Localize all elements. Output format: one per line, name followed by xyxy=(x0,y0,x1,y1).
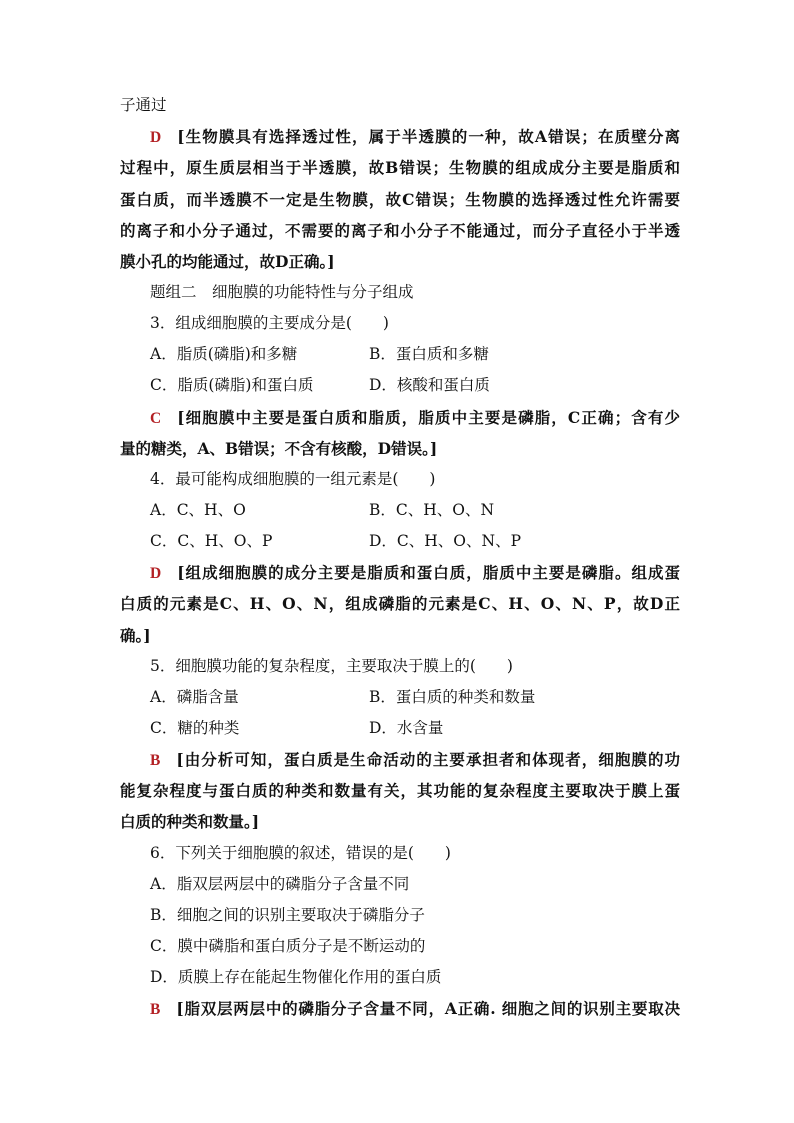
answer-letter: C xyxy=(150,410,162,427)
options-row xyxy=(150,339,680,370)
option-d: D．质膜上存在能起生物催化作用的蛋白质 xyxy=(150,968,442,986)
option-c: C．膜中磷脂和蛋白质分子是不断运动的 xyxy=(150,937,426,955)
explanation-text: 能复杂程度与蛋白质的种类和数量有关，其功能的复杂程度主要取决于膜上蛋 xyxy=(120,781,680,800)
option-a: A．脂双层两层中的磷脂分子含量不同 xyxy=(150,875,410,893)
explanation-text: [细胞膜中主要是蛋白质和脂质，脂质中主要是磷脂，C正确；含有少 xyxy=(177,408,680,427)
question-4: 4．最可能构成细胞膜的一组元素是( ) xyxy=(150,470,436,488)
explanation-text: [脂双层两层中的磷脂分子含量不同，A正确. 细胞之间的识别主要取决 xyxy=(176,999,680,1018)
options-row xyxy=(150,495,680,526)
answer-explanation-q6 xyxy=(150,993,680,1025)
option-a: A．磷脂含量 xyxy=(150,688,239,706)
answer-explanation-q2 xyxy=(150,121,680,153)
option-a: A．脂质(磷脂)和多糖 xyxy=(150,345,298,363)
options-row xyxy=(150,370,680,401)
explanation-text: 的离子和小分子通过，不需要的离子和小分子不能通过，而分子直径小于半透 xyxy=(120,221,680,240)
answer-letter: D xyxy=(150,565,162,582)
explanation-text: 白质的种类和数量。] xyxy=(120,812,260,831)
text-line: 子通过 xyxy=(120,96,167,114)
explanation-text: 膜小孔的均能通过，故D正确。] xyxy=(120,252,335,271)
option-b: B．蛋白质的种类和数量 xyxy=(369,688,536,706)
question-6: 6．下列关于细胞膜的叙述，错误的是( ) xyxy=(150,844,451,862)
question-5: 5．细胞膜功能的复杂程度，主要取决于膜上的( ) xyxy=(150,657,513,675)
answer-explanation-q3 xyxy=(150,402,680,434)
explanation-text: 过程中，原生质层相当于半透膜，故B错误；生物膜的组成成分主要是脂质和 xyxy=(120,158,680,177)
answer-explanation-q4 xyxy=(150,557,680,589)
option-d: D．核酸和蛋白质 xyxy=(369,376,490,394)
option-d: D．C、H、O、N、P xyxy=(369,532,522,550)
option-c: C．脂质(磷脂)和蛋白质 xyxy=(150,376,314,394)
options-row xyxy=(150,713,680,744)
option-b: B．细胞之间的识别主要取决于磷脂分子 xyxy=(150,906,425,924)
answer-letter: B xyxy=(150,752,161,769)
section-heading: 题组二 细胞膜的功能特性与分子组成 xyxy=(150,283,414,301)
answer-explanation-q5 xyxy=(150,744,680,776)
answer-letter: B xyxy=(150,1001,161,1018)
option-c: C．C、H、O、P xyxy=(150,532,273,550)
explanation-text: [由分析可知，蛋白质是生命活动的主要承担者和体现者，细胞膜的功 xyxy=(176,750,680,769)
option-a: A．C、H、O xyxy=(150,501,246,519)
answer-letter: D xyxy=(150,129,162,146)
option-b: B．蛋白质和多糖 xyxy=(369,345,489,363)
explanation-text: [生物膜具有选择透过性，属于半透膜的一种，故A错误；在质壁分离 xyxy=(177,127,680,146)
options-row xyxy=(150,682,680,713)
option-c: C．糖的种类 xyxy=(150,719,240,737)
explanation-text: 白质的元素是C、H、O、N，组成磷脂的元素是C、H、O、N、P，故D正 xyxy=(120,594,680,613)
option-d: D．水含量 xyxy=(369,719,444,737)
question-3: 3．组成细胞膜的主要成分是( ) xyxy=(150,314,389,332)
explanation-text: [组成细胞膜的成分主要是脂质和蛋白质，脂质中主要是磷脂。组成蛋 xyxy=(177,563,680,582)
options-row xyxy=(150,526,680,557)
explanation-text: 量的糖类，A、B错误；不含有核酸，D错误。] xyxy=(120,439,438,458)
explanation-text: 蛋白质，而半透膜不一定是生物膜，故C错误；生物膜的选择透过性允许需要 xyxy=(120,190,680,209)
option-b: B．C、H、O、N xyxy=(369,501,495,519)
explanation-text: 确。] xyxy=(120,626,151,645)
